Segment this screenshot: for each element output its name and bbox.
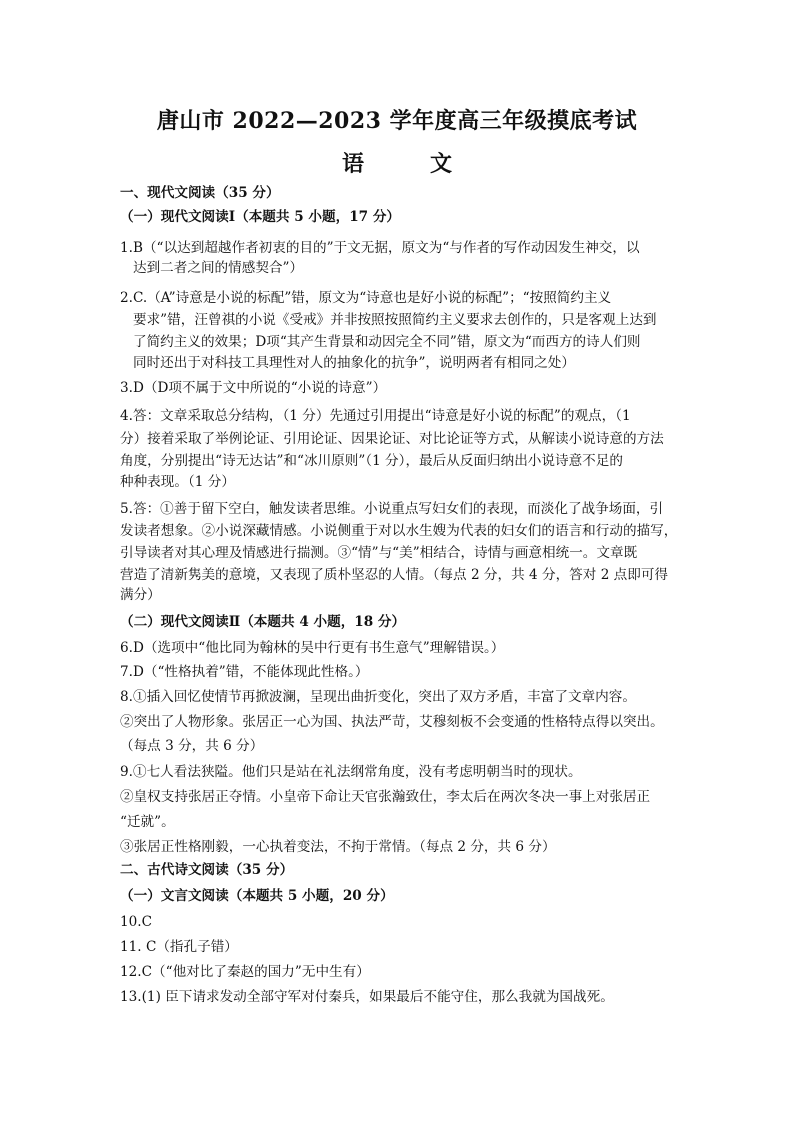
subsection-heading: （二）现代文阅读Ⅱ（本题共 4 小题，18 分） — [120, 614, 406, 630]
answer-line: 5.答：①善于留下空白，触发读者思维。小说重点写妇女们的表现，而淡化了战争场面，引 — [120, 501, 664, 517]
answer-line: 10.C — [120, 914, 153, 930]
document-title: 唐山市 2022—2023 学年度高三年级摸底考试 — [156, 108, 638, 134]
answer-line: 7.D（“性格执着”错，不能体现此性格。） — [120, 664, 369, 680]
answer-line: 满分） — [120, 587, 161, 603]
answer-line: 种种表现。（1 分） — [120, 474, 235, 490]
answer-line: 2.C.（A”诗意是小说的标配”错，原文为“诗意也是好小说的标配”；“按照简约主义 — [120, 290, 612, 306]
answer-line: ②突出了人物形象。张居正一心为国、执法严苛，艾穆刻板不会变通的性格特点得以突出。 — [120, 714, 664, 730]
answer-line: 6.D（选项中“他比同为翰林的吴中行更有书生意气”理解错误。） — [120, 640, 505, 656]
answer-line: 4.答：文章采取总分结构，（1 分）先通过引用提出“诗意是好小说的标配”的观点，（1 — [120, 408, 631, 424]
answer-line: 了简约主义的效果；D项“其产生背景和动因完全不同”错，原文为“而西方的诗人们则 — [133, 334, 641, 350]
answer-line: 发读者想象。②小说深藏情感。小说侧重于对以水生嫂为代表的妇女们的语言和行动的描写， — [120, 523, 678, 539]
section-heading: 一、现代文阅读（35 分） — [120, 185, 280, 201]
answer-line: “迁就”。 — [120, 814, 175, 830]
answer-line: 12.C（“他对比了秦赵的国力”无中生有） — [120, 964, 370, 980]
answer-line: 1.B（“以达到超越作者初衷的目的”于文无据，原文为“与作者的写作动因发生神交，以 — [120, 240, 640, 256]
answer-line: 引导读者对其心理及情感进行揣测。③“情”与“美”相结合，诗情与画意相统一。文章既 — [120, 545, 638, 561]
answer-line: 达到二者之间的情感契合”） — [133, 260, 304, 276]
answer-line: 要求”错，汪曾祺的小说《受戒》并非按照按照简约主义要求去创作的，只是客观上达到 — [133, 312, 657, 328]
subsection-heading: （一）现代文阅读Ⅰ（本题共 5 小题，17 分） — [120, 209, 401, 225]
answer-line: 8.①插入回忆使情节再掀波澜，呈现出曲折变化，突出了双方矛盾，丰富了文章内容。 — [120, 689, 636, 705]
answer-line: ③张居正性格刚毅，一心执着变法，不拘于常情。（每点 2 分，共 6 分） — [120, 839, 556, 855]
answer-line: 角度，分别提出“诗无达诂”和“冰川原则”（1 分），最后从反面归纳出小说诗意不足的 — [120, 453, 623, 469]
answer-line: （每点 3 分，共 6 分） — [120, 738, 264, 754]
answer-line: 营造了清新隽美的意境，又表现了质朴坚忍的人情。（每点 2 分，共 4 分，答对 2 点即可得 — [120, 567, 669, 583]
document-subject: 语 文 — [341, 151, 474, 177]
answer-line: 11. C（指孔子错） — [120, 939, 238, 955]
answer-line: 9.①七人看法狭隘。他们只是站在礼法纲常角度，没有考虑明朝当时的现状。 — [120, 764, 582, 780]
answer-line: 分）接着采取了举例论证、引用论证、因果论证、对比论证等方式，从解读小说诗意的方法 — [120, 431, 664, 447]
answer-line: 13.(1) 臣下请求发动全部守军对付秦兵，如果最后不能守住，那么我就为国战死。 — [120, 989, 614, 1005]
answer-line: 3.D（D项不属于文中所说的“小说的诗意”） — [120, 380, 387, 396]
answer-line: 同时还出于对科技工具理性对人的抽象化的抗争”，说明两者有相同之处） — [133, 355, 575, 371]
section-heading: 二、古代诗文阅读（35 分） — [120, 862, 294, 878]
subsection-heading: （一）文言文阅读（本题共 5 小题，20 分） — [120, 888, 394, 904]
answer-line: ②皇权支持张居正夺情。小皇帝下命让天官张瀚致仕，李太后在两次冬决一事上对张居正 — [120, 789, 651, 805]
